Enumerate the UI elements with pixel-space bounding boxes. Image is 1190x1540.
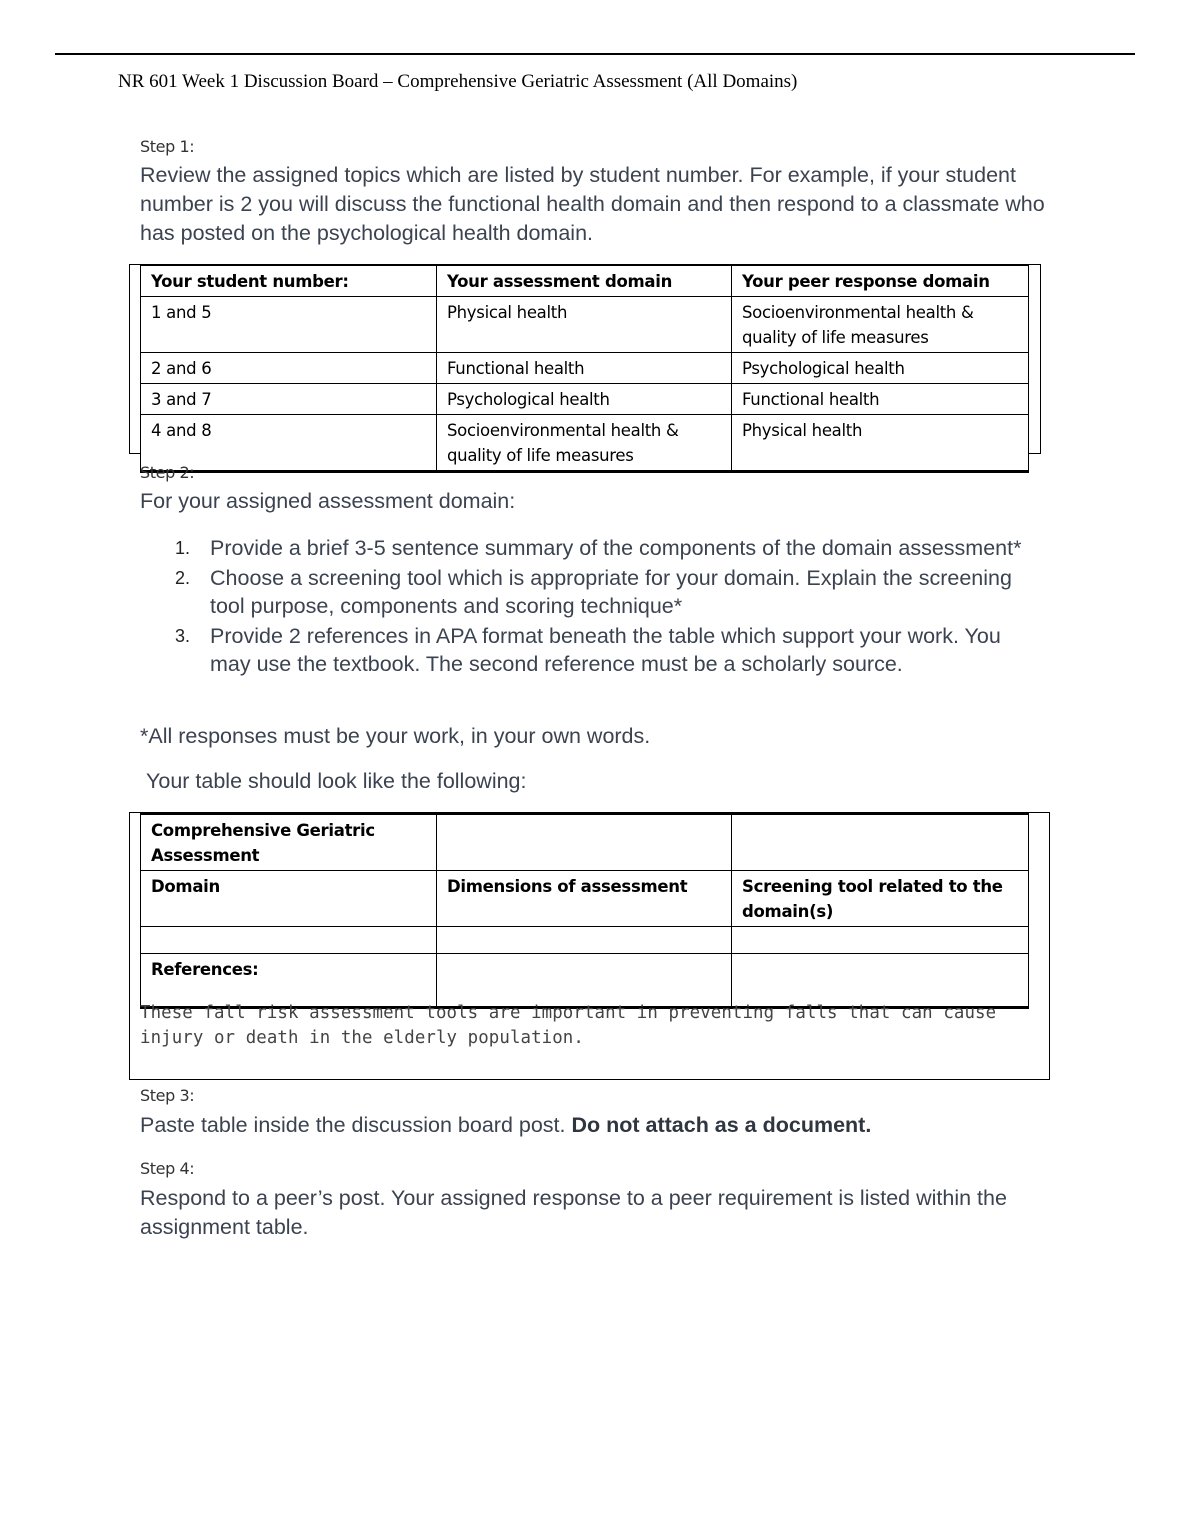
student-number-cell: 4 and 8 (141, 415, 437, 472)
table-row (141, 297, 1029, 353)
empty-cell (732, 927, 1029, 954)
list-item-text: Provide a brief 3-5 sentence summary of the components of the domain assessment* (210, 536, 1022, 560)
template-header-row (141, 871, 1029, 927)
assessment-domain-cell: Physical health (437, 297, 732, 353)
step-2-label: Step 2: (140, 463, 195, 482)
list-number: 3. (175, 625, 191, 646)
peer-domain-cell: Functional health (732, 384, 1029, 415)
step-3-label: Step 3: (140, 1086, 195, 1105)
cga-title-cell: Comprehensive Geriatric Assessment (141, 814, 437, 871)
assignment-table (140, 264, 1029, 473)
table-row (141, 353, 1029, 384)
dimensions-header: Dimensions of assessment (437, 871, 732, 927)
list-item-text: Choose a screening tool which is appropriate for your domain. Explain the screening tool purpose, components and scoring technique* (210, 565, 1012, 618)
step-4-text: Respond to a peer’s post. Your assigned response to a peer requirement is listed within the assignment table. (140, 1186, 1007, 1239)
empty-cell (437, 954, 732, 1008)
assignment-table-header-row (141, 265, 1029, 297)
peer-domain-cell: Socioenvironmental health & quality of life measures (732, 297, 1029, 353)
peer-domain-cell: Psychological health (732, 353, 1029, 384)
student-number-cell: 2 and 6 (141, 353, 437, 384)
fall-risk-note: These fall risk assessment tools are important in preventing falls that can cause injury or death in the elderly population. (140, 1003, 997, 1048)
header-student-number: Your student number: (141, 265, 437, 297)
header-assessment-domain: Your assessment domain (437, 265, 732, 297)
own-words-note: *All responses must be your work, in your own words. (140, 724, 651, 748)
step-3-text (140, 1111, 1060, 1140)
list-item (175, 564, 1045, 621)
list-item (175, 622, 1045, 679)
table-row (141, 415, 1029, 472)
step-3-plain-text: Paste table inside the discussion board post. (140, 1113, 572, 1137)
document-title: NR 601 Week 1 Discussion Board – Comprehensive Geriatric Assessment (All Domains) (118, 71, 798, 92)
step-2-instructions-list (175, 534, 1045, 680)
student-number-cell: 1 and 5 (141, 297, 437, 353)
empty-cell (732, 814, 1029, 871)
table-row (141, 384, 1029, 415)
peer-domain-cell: Physical health (732, 415, 1029, 472)
list-number: 2. (175, 567, 191, 588)
template-title-row (141, 814, 1029, 871)
list-item-text: Provide 2 references in APA format beneath the table which support your work. You may use the textbook. The second reference must be a scholarly source. (210, 623, 1001, 676)
references-label: References: (141, 954, 437, 1008)
empty-cell (732, 954, 1029, 1008)
step-4-label: Step 4: (140, 1159, 195, 1178)
template-table (140, 813, 1029, 1009)
screening-tool-header: Screening tool related to the domain(s) (732, 871, 1029, 927)
template-references-row (141, 954, 1029, 1008)
empty-cell (437, 814, 732, 871)
step-1-text: Review the assigned topics which are listed by student number. For example, if your student number is 2 you will discuss the functional health domain and then respond to a classmate who has posted on the psychological health domain. (140, 163, 1045, 245)
list-number: 1. (175, 538, 191, 558)
empty-cell (437, 927, 732, 954)
assessment-domain-cell: Psychological health (437, 384, 732, 415)
domain-header: Domain (141, 871, 437, 927)
template-empty-row (141, 927, 1029, 954)
table-intro-text: Your table should look like the following: (146, 769, 527, 793)
step-3-bold-warning: Do not attach as a document. (571, 1113, 872, 1137)
assessment-domain-cell: Socioenvironmental health & quality of life measures (437, 415, 732, 472)
step-2-intro: For your assigned assessment domain: (140, 489, 516, 513)
student-number-cell: 3 and 7 (141, 384, 437, 415)
assessment-domain-cell: Functional health (437, 353, 732, 384)
header-peer-response-domain: Your peer response domain (732, 265, 1029, 297)
step-1-label: Step 1: (140, 137, 195, 156)
list-item (175, 534, 1045, 563)
header-rule (55, 53, 1135, 55)
empty-cell (141, 927, 437, 954)
